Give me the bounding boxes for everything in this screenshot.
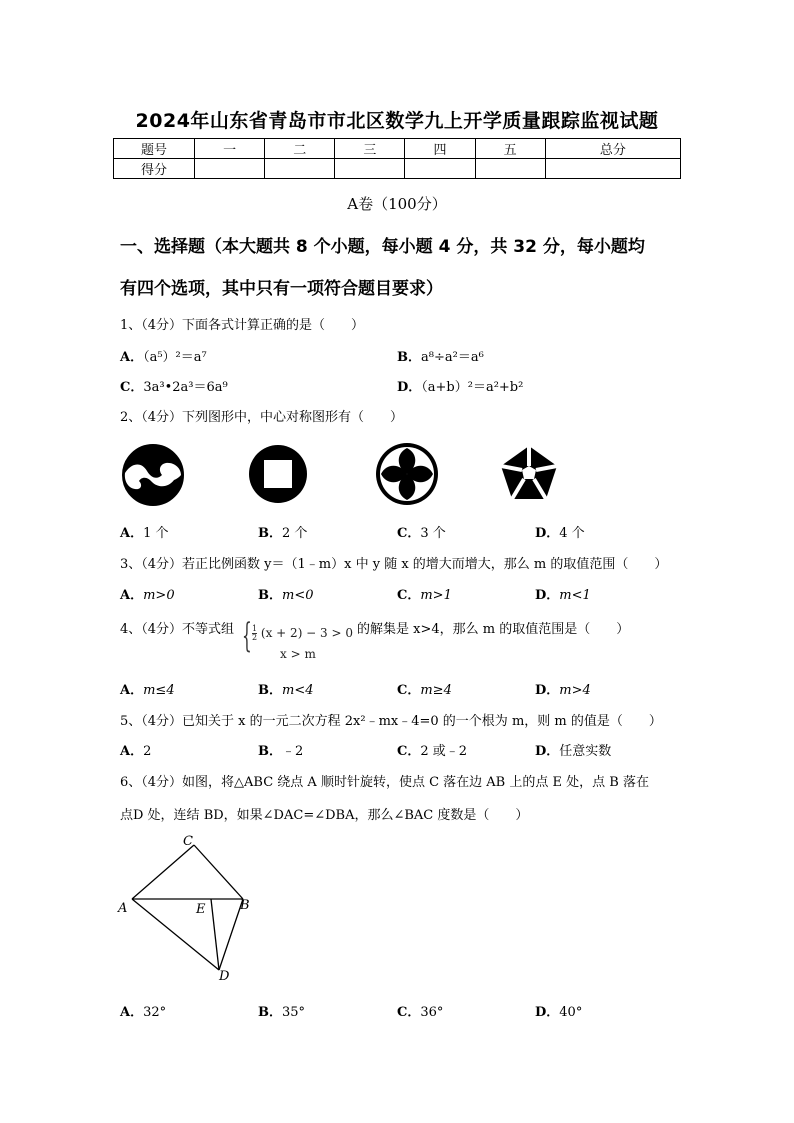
- q1-option-c: C．3a³•2a³＝6a⁹: [120, 380, 228, 395]
- score-cell: [265, 159, 335, 179]
- point-label-b: B: [240, 898, 250, 913]
- q1-option-d: D．（a+b）²＝a²+b²: [397, 380, 524, 395]
- pentagon-star-figure: [499, 444, 559, 502]
- question-6-stem-line1: 6、（4分）如图，将△ABC 绕点 A 顺时针旋转，使点 C 落在边 AB 上的点 E 处，点 B 落在: [120, 775, 649, 790]
- q6-option-a: A．32°: [120, 1005, 167, 1020]
- score-cell: [475, 159, 545, 179]
- question-2-stem: 2、（4分）下列图形中，中心对称图形有（ ）: [120, 410, 404, 425]
- score-table-header-row: [114, 139, 681, 159]
- score-header-cell: 一: [195, 139, 265, 159]
- q2-option-d: D．4 个: [535, 526, 585, 541]
- score-header-cell: 题号: [114, 139, 195, 159]
- score-cell: [195, 159, 265, 179]
- inequality-line-1: $\frac{1}{2}$ (x + 2) − 3 > 0: [252, 624, 354, 642]
- score-header-cell: 五: [475, 139, 545, 159]
- score-header-cell: 总分: [545, 139, 680, 159]
- score-header-cell: 四: [405, 139, 475, 159]
- q5-option-d: D．任意实数: [535, 744, 612, 759]
- score-cell: [545, 159, 680, 179]
- score-cell: [405, 159, 475, 179]
- four-petal-flower-figure: [375, 442, 439, 506]
- question-1-stem: 1、（4分）下面各式计算正确的是（ ）: [120, 318, 365, 333]
- coin-square-hole-figure: [248, 444, 308, 504]
- inequality-line-2: x > m: [280, 647, 316, 661]
- score-table-score-row: [114, 159, 681, 179]
- question-6-stem-line2: 点D 处，连结 BD，如果∠DAC=∠DBA，那么∠BAC 度数是（ ）: [120, 808, 529, 823]
- q4-option-d: D．m>4: [535, 683, 591, 698]
- point-label-d: D: [219, 969, 230, 984]
- question-3-stem: 3、（4分）若正比例函数 y＝（1﹣m）x 中 y 随 x 的增大而增大，那么 m 的取值范围（ ）: [120, 557, 668, 572]
- point-label-c: C: [183, 834, 193, 849]
- q3-option-c: C．m>1: [397, 588, 452, 603]
- question-4-stem-start: 4、（4分）不等式组: [120, 622, 235, 637]
- q3-option-a: A．m>0: [120, 588, 175, 603]
- part1-heading-line1: 一、选择题（本大题共 8 个小题，每小题 4 分，共 32 分，每小题均: [120, 237, 645, 257]
- q5-option-a: A．2: [120, 744, 152, 759]
- q4-option-b: B．m<4: [258, 683, 314, 698]
- q4-option-c: C．m≥4: [397, 683, 452, 698]
- q3-option-b: B．m<0: [258, 588, 314, 603]
- section-title: A卷（100分）: [347, 195, 447, 213]
- q6-option-d: D．40°: [535, 1005, 583, 1020]
- part1-heading-line2: 有四个选项，其中只有一项符合题目要求）: [120, 279, 443, 299]
- q2-option-c: C．3 个: [397, 526, 446, 541]
- q2-option-a: A．1 个: [120, 526, 169, 541]
- score-table: [113, 138, 681, 179]
- q5-option-b: B．﹣2: [258, 744, 304, 759]
- q4-option-a: A．m≤4: [120, 683, 175, 698]
- q1-option-b: B．a⁸÷a²＝a⁶: [397, 350, 484, 365]
- fraction-one-half: $\frac{1}{2}$: [252, 624, 258, 642]
- q5-option-c: C．2 或﹣2: [397, 744, 468, 759]
- q3-option-d: D．m<1: [535, 588, 591, 603]
- q6-option-b: B．35°: [258, 1005, 306, 1020]
- q2-option-b: B．2 个: [258, 526, 308, 541]
- score-header-cell: 三: [335, 139, 405, 159]
- question-5-stem: 5、（4分）已知关于 x 的一元二次方程 2x²﹣mx﹣4=0 的一个根为 m，则 m 的值是（ ）: [120, 714, 662, 729]
- yin-yang-wave-figure: [122, 444, 184, 506]
- q1-option-a: A．（a⁵）²＝a⁷: [120, 350, 207, 365]
- score-row-label: 得分: [114, 159, 195, 179]
- brace-symbol: {: [242, 616, 252, 656]
- exam-title: 2024年山东省青岛市市北区数学九上开学质量跟踪监视试题: [135, 110, 659, 132]
- rotation-triangle-figure: [112, 828, 272, 988]
- point-label-e: E: [196, 902, 206, 917]
- q6-option-c: C．36°: [397, 1005, 444, 1020]
- score-cell: [335, 159, 405, 179]
- point-label-a: A: [118, 901, 128, 916]
- question-4-stem-end: 的解集是 x>4，那么 m 的取值范围是（ ）: [357, 622, 630, 637]
- score-header-cell: 二: [265, 139, 335, 159]
